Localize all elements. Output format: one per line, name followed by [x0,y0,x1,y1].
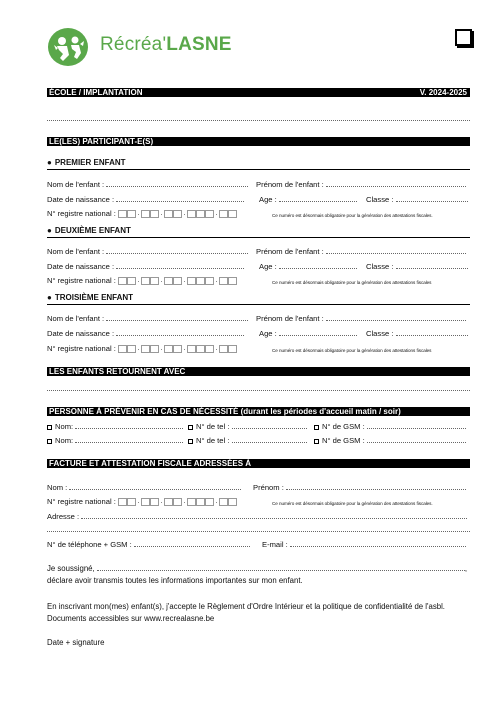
contact-2-tel-field[interactable] [232,435,307,443]
contact-1-tel-checkbox[interactable] [188,425,193,430]
contact-2-checkbox[interactable] [47,439,52,444]
contact-row-1: Nom: N° de tel : N° de GSM : [47,421,470,431]
section-facture: FACTURE ET ATTESTATION FISCALE ADRESSÉES À [47,459,470,468]
facture-contact-row: N° de téléphone + GSM : E-mail : [47,539,470,549]
divider [47,169,470,170]
child-1-age-field[interactable] [279,194,357,202]
contact-2-tel-checkbox[interactable] [188,439,193,444]
form-checkbox[interactable] [455,29,472,46]
divider [47,237,470,238]
child-2-name-row: Nom de l'enfant : Prénom de l'enfant : [47,246,470,256]
child-3-registre-row: N° registre national : . . . . Ce numéro est désormais obligatoire pour la génération des attestations fiscales [47,344,470,354]
child-1-name-row: Nom de l'enfant : Prénom de l'enfant : [47,179,470,189]
signature-label: Date + signature [47,638,105,647]
child-1-date-field[interactable] [116,194,244,202]
section-prevenir: PERSONNE À PRÉVENIR EN CAS DE NÉCESSITÉ (durant les périodes d'accueil matin / soir) [47,407,470,416]
contact-row-2: Nom: N° de tel : N° de GSM : [47,435,470,445]
child-1-registre-boxes[interactable]: . . . . [118,209,237,218]
brand-logo-text: Récréa'LASNE [100,34,232,55]
child-3-registre-boxes[interactable]: . . . . [118,344,237,353]
child-1-prenom-field[interactable] [326,179,466,187]
facture-adresse-row: Adresse : [47,511,470,521]
child-1-birth-row: Date de naissance : Age : Classe : [47,194,470,204]
ecole-input-line[interactable] [47,120,470,121]
child-2-classe-field[interactable] [396,261,468,269]
facture-adresse-field[interactable] [81,511,467,519]
child-2-nom-field[interactable] [106,246,248,254]
facture-registre-boxes[interactable]: . . . . [118,497,237,506]
child-2-birth-row: Date de naissance : Age : Classe : [47,261,470,271]
declaration-line-4: Documents accessibles sur www.recrealasne.be [47,614,215,623]
divider [47,304,470,305]
registre-note: Ce numéro est désormais obligatoire pour la génération des attestations fiscales [272,280,432,285]
child-1-nom-field[interactable] [106,179,248,187]
facture-prenom-field[interactable] [286,482,466,490]
facture-tel-field[interactable] [134,539,250,547]
child-3-heading: ● TROISIÈME ENFANT [47,293,134,302]
contact-1-checkbox[interactable] [47,425,52,430]
child-3-age-field[interactable] [279,328,357,336]
child-3-prenom-field[interactable] [326,313,466,321]
child-1-heading: ● PREMIER ENFANT [47,158,126,167]
child-2-registre-boxes[interactable]: . . . . [118,276,237,285]
contact-1-gsm-field[interactable] [367,421,466,429]
facture-email-field[interactable] [290,539,466,547]
contact-2-gsm-checkbox[interactable] [314,439,319,444]
child-3-name-row: Nom de l'enfant : Prénom de l'enfant : [47,313,470,323]
section-ecole: ÉCOLE / IMPLANTATION V. 2024-2025 [47,88,470,97]
facture-registre-row: N° registre national : . . . . Ce numéro est désormais obligatoire pour la génération des attestations fiscales. [47,497,470,507]
registre-note: Ce numéro est désormais obligatoire pour la génération des attestations fiscales [272,348,432,353]
facture-nom-field[interactable] [69,482,241,490]
declaration-line-3: En inscrivant mon(mes) enfant(s), j'accepte le Règlement d'Ordre Intérieur et la politique de confidentialité de l'asbl. [47,602,445,611]
child-2-date-field[interactable] [116,261,244,269]
registre-note: Ce numéro est désormais obligatoire pour la génération des attestations fiscales. [272,213,433,218]
declaration-line-2: déclare avoir transmis toutes les informations importantes sur mon enfant. [47,576,303,585]
child-3-nom-field[interactable] [106,313,248,321]
contact-1-tel-field[interactable] [232,421,307,429]
child-1-registre-row: N° registre national : . . . . Ce numéro est désormais obligatoire pour la génération des attestations fiscales. [47,209,470,219]
logo-icon [48,28,88,66]
child-2-registre-row: N° registre national : . . . . Ce numéro est désormais obligatoire pour la génération des attestations fiscales [47,276,470,286]
child-2-heading: ● DEUXIÈME ENFANT [47,226,131,235]
facture-adresse-line-2[interactable] [47,531,470,532]
section-participants: LE(LES) PARTICIPANT-E(S) [47,137,470,146]
contact-2-nom-field[interactable] [75,435,183,443]
declaration-line-1: Je soussigné, , [47,564,468,573]
child-3-date-field[interactable] [116,328,244,336]
retour-input-line[interactable] [47,390,470,391]
facture-name-row: Nom : Prénom : [47,482,470,492]
section-retour: LES ENFANTS RETOURNENT AVEC [47,367,470,376]
child-2-age-field[interactable] [279,261,357,269]
contact-1-gsm-checkbox[interactable] [314,425,319,430]
soussigne-field[interactable] [97,563,465,571]
contact-1-nom-field[interactable] [75,421,183,429]
registre-note: Ce numéro est désormais obligatoire pour la génération des attestations fiscales. [272,501,433,506]
version-label: V. 2024-2025 [419,88,467,97]
contact-2-gsm-field[interactable] [367,435,466,443]
child-2-prenom-field[interactable] [326,246,466,254]
child-1-classe-field[interactable] [396,194,468,202]
child-3-birth-row: Date de naissance : Age : Classe : [47,328,470,338]
child-3-classe-field[interactable] [396,328,468,336]
